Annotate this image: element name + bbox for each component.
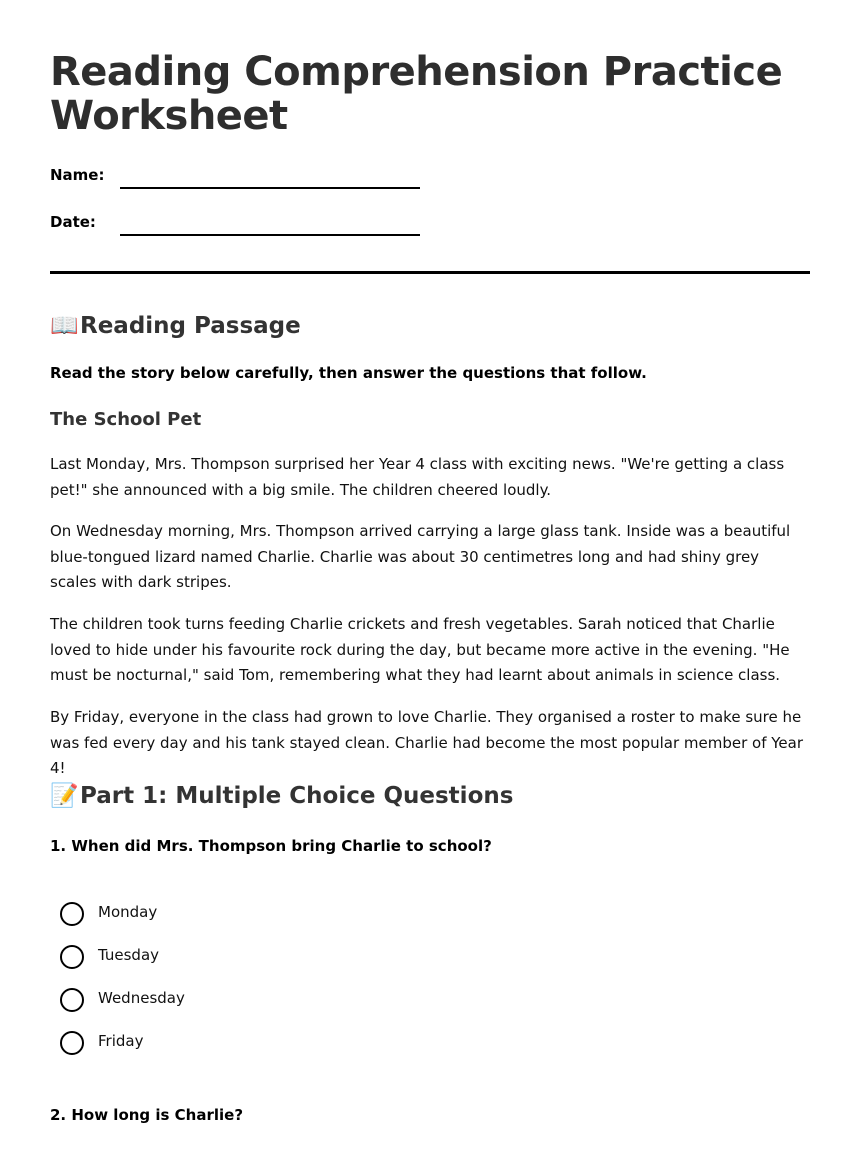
option-monday[interactable] [60,901,360,944]
option-label: Monday [98,903,158,921]
option-label: Friday [98,1032,144,1050]
option-wednesday[interactable] [60,987,360,1030]
story-paragraph: On Wednesday morning, Mrs. Thompson arrived carrying a large glass tank. Inside was a beautiful blue-tongued lizard named Charlie. Charlie was about 30 centimetres long and had shiny grey scales with dark stripes. [50,522,791,591]
story-title: The School Pet [50,409,202,430]
name-answer-line[interactable] [120,187,420,189]
date-label: Date: [50,213,96,231]
reading-passage-heading [50,312,301,340]
option-friday[interactable] [60,1030,360,1073]
name-label: Name: [50,166,105,184]
part1-heading [50,782,513,810]
option-tuesday[interactable] [60,944,360,987]
story-paragraph: Last Monday, Mrs. Thompson surprised her Year 4 class with exciting news. "We're getting a class pet!" she announced with a big smile. The children cheered loudly. [50,455,785,499]
radio-button[interactable] [60,1031,84,1055]
radio-button[interactable] [60,945,84,969]
question-1-text: 1. When did Mrs. Thompson bring Charlie to school? [50,837,492,855]
question-1-options [60,901,360,1073]
reading-passage-heading-text: Reading Passage [80,313,301,339]
book-icon: 📖 [50,313,79,339]
page-title: Reading Comprehension Practice Worksheet [50,49,783,139]
date-answer-line[interactable] [120,234,420,236]
radio-button[interactable] [60,988,84,1012]
question-2-text: 2. How long is Charlie? [50,1106,244,1124]
radio-button[interactable] [60,902,84,926]
option-label: Tuesday [98,946,160,964]
option-label: Wednesday [98,989,185,1007]
header-divider [50,271,810,274]
memo-icon: 📝 [50,783,79,809]
passage-instructions: Read the story below carefully, then answer the questions that follow. [50,364,647,382]
story-paragraph: The children took turns feeding Charlie crickets and fresh vegetables. Sarah noticed that Charlie loved to hide under his favourite rock during the day, but became more active in the evening. "He must be nocturnal," said Tom, remembering what they had learnt about animals in science class. [50,615,790,684]
part1-heading-text: Part 1: Multiple Choice Questions [80,783,514,809]
story-paragraph: By Friday, everyone in the class had grown to love Charlie. They organised a roster to make sure he was fed every day and his tank stayed clean. Charlie had become the most popular member of Year 4! [50,708,804,777]
